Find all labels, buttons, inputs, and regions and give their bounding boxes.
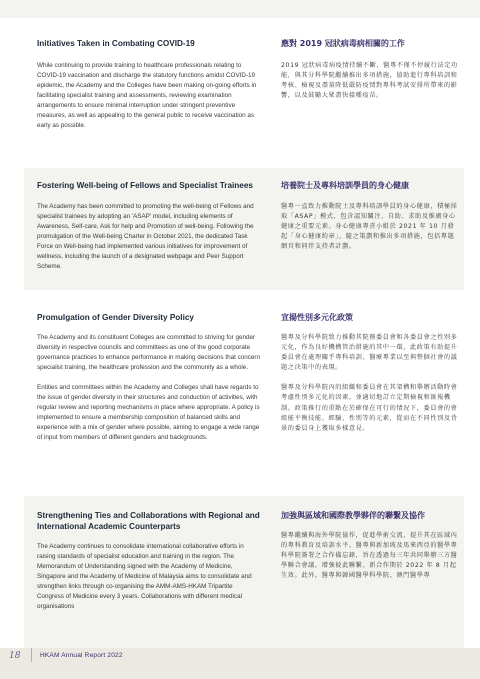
section-wellbeing-en (37, 180, 261, 272)
section-title-zh: 宣揚性別多元化政策 (281, 313, 353, 322)
section-title: Strengthening Ties and Collaborations with Regional and International Academic Counterparts (37, 511, 260, 531)
section-title-zh: 培養院士及專科培訓學員的身心健康 (281, 181, 409, 190)
section-body-zh: 醫專一直致力推動院士及專科培訓學員的身心健康，積極採取「ASAP」模式，包含認知關注、自助、求助及推廣身心健康之重要元素。身心健康專責小組於 2021 年 10 月發起「身心健康約章」，隨之策劃和推出多項措施，包括專題網頁和同伴支持者計劃。 (281, 203, 458, 251)
section-body: The Academy continues to consolidate international collaborative efforts in raising standards of specialist education and training in the region. The Memorandum of Understanding signed with the Academy of Medicine, Singapore and the Academy of Medicine of Malaysia aims to consolidate and strengthen links through co-organising the AMM-AMS-HKAM Tripartite Congress of Medicine every 3 years. Collaborations with different medical organisations (37, 543, 252, 610)
section-body-zh: 2019 冠狀病毒病疫情持續不斷，醫專不僅不停履行法定功能，與其分科學院繼續推出多項措施，協助進行專科培訓和考核、檢視及盡量降低嚴防疫情對專科考試安排所帶來的影響，以及鼓勵大眾盡快接種疫苗。 (281, 62, 458, 100)
section-body-zh: 醫專繼續與海外學院協作，促進學術交流，提升其在區域內的專科教育及培訓水平。醫專與新加坡及馬來西亞的醫學專科學院簽署之合作備忘錄，旨在透過每三年共同舉辦三方醫學聯合會議，增強彼此聯繫。新合作期於 2022 年 8 月起生效。此外，醫專與韓國醫學科學院、澳門醫學專 (281, 532, 458, 580)
section-body: The Academy and its constituent Colleges are committed to striving for gender diversity in respective councils and committees as one of the good corporate governance practices to enhance performance in making decisions that concern specialist training, the healthcare profession and the community as a whole. (37, 334, 260, 371)
section-title: Fostering Well-being of Fellows and Specialist Trainees (37, 181, 253, 190)
section-body: Entities and committees within the Academy and Colleges shall have regards to the issue of gender diversity in their structures and conduction of activities, with regular review and reporting mechanisms in place where appropriate. A policy is implemented to ensure a membership composition of balanced skills and experience with a mix of gender where possible, aiming to engage a wide range of input from members of different genders and backgrounds. (37, 384, 260, 441)
section-gender-zh (281, 312, 461, 434)
section-body-zh: 醫專及分科學院內的組織和委員會在其架構和舉辦活動時會考慮性別多元化的因素，並適切地訂立定期檢視和匯報機制。政策推行的重點在於確保在可行的情況下，委員會的會組能平衡技能、經驗、性別等的元素，從而在不同性別及背景的委員身上獲取多樣意見。 (281, 384, 458, 432)
section-body-zh: 醫專及分科學院致力推動其院務委員會和各委員會之性別多元化，作為良好機構管治措施的其中一環，此政策有助提升委員會在處理關乎專科培訓、醫療專業以至與整個社會的議題之決策中的表現。 (281, 334, 458, 372)
section-title-zh: 應對 2019 冠狀病毒病相關的工作 (281, 39, 405, 48)
section-body: While continuing to provide training to healthcare professionals relating to COVID-19 vaccination and discharge the statutory functions amidst COVID-19 epidemic, the Academy and the Colleges have been making on-going efforts in facilitating specialist training and assessments, reviewing examination arrangements to ensure minimal interruption under stringent preventive measures, as well as appealing to the general public to receive vaccination as early as possible. (37, 62, 257, 129)
footer-divider (31, 648, 32, 662)
section-gender-en (37, 312, 261, 443)
section-title: Promulgation of Gender Diversity Policy (37, 313, 194, 322)
page-number: 18 (9, 651, 21, 661)
section-wellbeing-zh (281, 180, 461, 252)
section-collaboration-zh (281, 510, 461, 581)
section-covid-en (37, 38, 261, 131)
section-title: Initiatives Taken in Combating COVID-19 (37, 39, 195, 48)
page-top-margin (0, 0, 480, 18)
section-covid-zh (281, 38, 461, 101)
section-collaboration-en (37, 510, 261, 612)
section-body: The Academy has been committed to promoting the well-being of Fellows and specialist trainees by adopting an 'ASAP' model, including elements of Awareness, Self-care, Ask for help and Promotion of well-being. Following the promulgation of the Well-being Charter in October 2021, the dedicated Task Force on Well-being had implemented various initiatives for improvement of wellness, including the launch of a designated webpage and Peer Support Scheme. (37, 203, 254, 270)
report-title: HKAM Annual Report 2022 (40, 652, 123, 659)
section-title-zh: 加強與區域和國際教學夥伴的聯繫及協作 (281, 511, 425, 520)
